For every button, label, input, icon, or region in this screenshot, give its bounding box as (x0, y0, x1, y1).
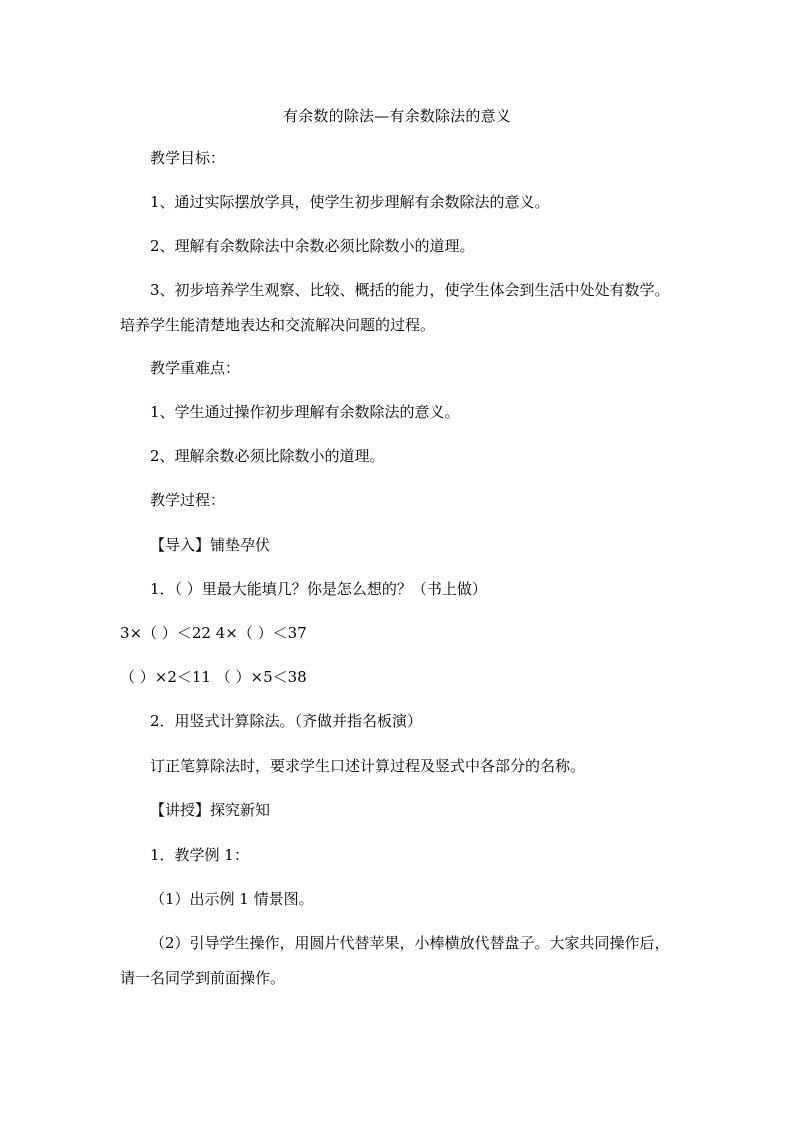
document-title: 有余数的除法—有余数除法的意义 (282, 107, 511, 125)
goal-item-2: 2、理解有余数除法中余数必须比除数小的道理。 (150, 237, 475, 255)
intro-item-1: 1．（ ）里最大能填几？你是怎么想的？（书上做） (150, 580, 487, 598)
key-point-item-1: 1、学生通过操作初步理解有余数除法的意义。 (150, 403, 460, 421)
intro-item-2: 2．用竖式计算除法。（齐做并指名板演） (150, 712, 423, 730)
lecture-step-1: （1）出示例 1 情景图。 (150, 890, 314, 908)
goal-item-3: 3、初步培养学生观察、比较、概括的能力，使学生体会到生活中处处有数学。培养学生能清楚地表达和交流解决问题的过程。 (120, 281, 670, 334)
lecture-step-2: （2）引导学生操作，用圆片代替苹果，小棒横放代替盘子。大家共同操作后，请一名同学到前面操作。 (120, 934, 670, 987)
key-points-heading: 教学重难点： (150, 359, 241, 377)
key-point-item-2: 2、理解余数必须比除数小的道理。 (150, 447, 385, 465)
expression-line-2: （ ）×2＜11 （ ）×5＜38 (120, 668, 307, 686)
correction-note: 订正笔算除法时，要求学生口述计算过程及竖式中各部分的名称。 (150, 757, 586, 775)
intro-section-heading: 【导入】铺垫孕伏 (150, 536, 271, 554)
lecture-item-1: 1．教学例 1： (150, 846, 249, 864)
lecture-section-heading: 【讲授】探究新知 (150, 801, 271, 819)
process-heading: 教学过程： (150, 491, 226, 509)
goals-heading: 教学目标： (150, 149, 226, 167)
expression-line-1: 3×（ ）＜22 4×（ ）＜37 (120, 624, 307, 642)
goal-item-1: 1、通过实际摆放学具，使学生初步理解有余数除法的意义。 (150, 193, 550, 211)
